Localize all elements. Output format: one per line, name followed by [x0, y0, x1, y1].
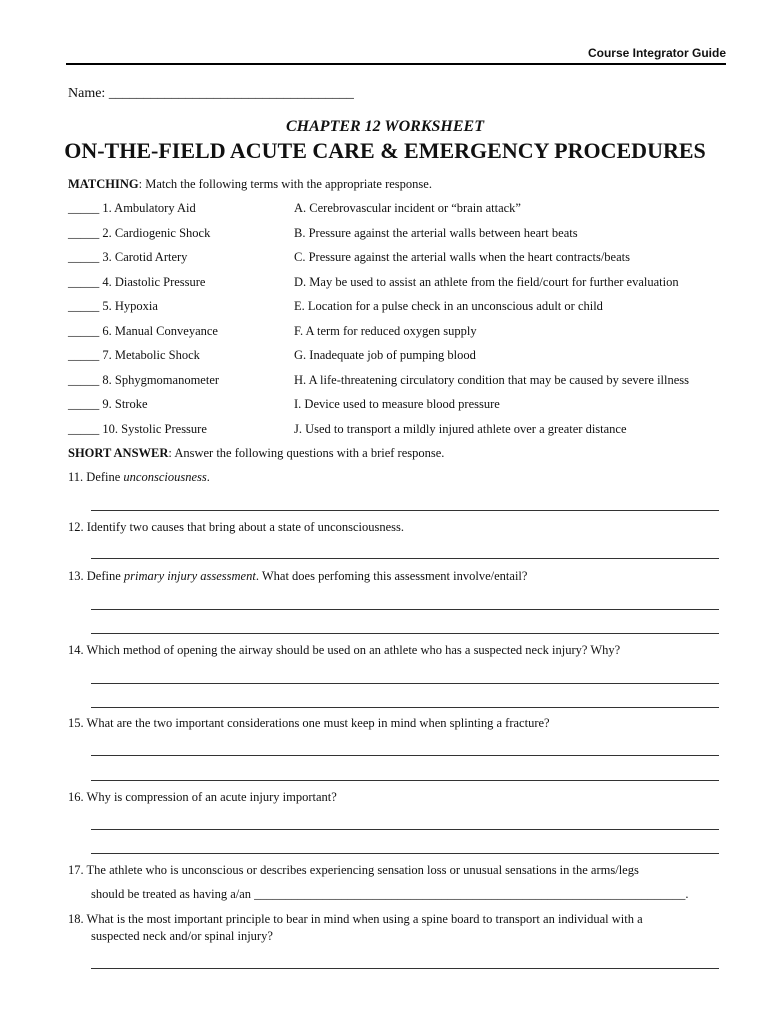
matching-response: I. Device used to measure blood pressure	[294, 397, 500, 411]
short-answer-instruction-text: : Answer the following questions with a brief response.	[168, 446, 445, 460]
question-12: 12. Identify two causes that bring about a state of unconsciousness.	[68, 520, 405, 534]
matching-term: _____ 4. Diastolic Pressure	[68, 274, 206, 289]
answer-line	[91, 558, 719, 559]
answer-line	[91, 683, 719, 684]
matching-term: _____ 9. Stroke	[68, 397, 148, 411]
matching-response: C. Pressure against the arterial walls when the heart contracts/beats	[294, 250, 630, 264]
question-18: 18. What is the most important principle to bear in mind when using a spine board to transport an individual with a	[68, 912, 643, 926]
question-11-term: unconsciousness	[123, 470, 207, 484]
question-14: 14. Which method of opening the airway should be used on an athlete who has a suspected neck injury? Why?	[68, 643, 621, 657]
question-11	[68, 470, 210, 485]
question-18-continued: suspected neck and/or spinal injury?	[91, 929, 273, 943]
matching-term: _____ 3. Carotid Artery	[68, 250, 188, 264]
matching-row	[68, 324, 748, 346]
matching-response: H. A life-threatening circulatory condition that may be caused by severe illness	[294, 372, 690, 387]
answer-line	[91, 829, 719, 830]
answer-line	[91, 755, 719, 756]
answer-line	[91, 707, 719, 708]
worksheet-title: ON-THE-FIELD ACUTE CARE & EMERGENCY PROCEDURES	[64, 138, 706, 163]
matching-row	[68, 397, 748, 419]
matching-row	[68, 422, 748, 444]
question-11-end: .	[206, 470, 210, 484]
matching-term: _____ 1. Ambulatory Aid	[68, 201, 196, 215]
answer-line	[91, 968, 719, 969]
name-field: Name: ___________________________________	[68, 86, 354, 101]
header-rule	[66, 63, 726, 65]
question-13	[68, 569, 527, 584]
running-header: Course Integrator Guide	[587, 46, 726, 60]
question-17-continued: should be treated as having a/an _____________________________________________________________________.	[91, 887, 689, 901]
matching-row	[68, 275, 748, 297]
answer-line	[91, 510, 719, 511]
matching-row	[68, 348, 748, 370]
matching-label: MATCHING	[68, 177, 139, 191]
matching-term: _____ 2. Cardiogenic Shock	[68, 225, 211, 240]
answer-line	[91, 853, 719, 854]
matching-row	[68, 201, 748, 223]
matching-instructions	[68, 177, 432, 192]
answer-line	[91, 609, 719, 610]
short-answer-label: SHORT ANSWER	[68, 446, 169, 460]
question-17: 17. The athlete who is unconscious or describes experiencing sensation loss or unusual sensations in the arms/legs	[68, 863, 639, 877]
answer-line	[91, 633, 719, 634]
matching-response: D. May be used to assist an athlete from the field/court for further evaluation	[294, 274, 679, 289]
question-13-text: 13. Define	[68, 569, 124, 583]
matching-instruction-text: : Match the following terms with the appropriate response.	[138, 177, 432, 191]
question-13-end: . What does perfoming this assessment involve/entail?	[255, 569, 528, 583]
answer-line	[91, 780, 719, 781]
matching-response: A. Cerebrovascular incident or “brain attack”	[294, 201, 521, 215]
matching-response: G. Inadequate job of pumping blood	[294, 348, 476, 362]
matching-term: _____ 8. Sphygmomanometer	[68, 372, 220, 387]
question-15: 15. What are the two important considerations one must keep in mind when splinting a fracture?	[68, 716, 550, 730]
question-16: 16. Why is compression of an acute injury important?	[68, 790, 337, 804]
matching-term: _____ 6. Manual Conveyance	[68, 323, 218, 338]
matching-row	[68, 299, 748, 321]
matching-row	[68, 250, 748, 272]
short-answer-instructions	[68, 446, 444, 461]
question-13-term: primary injury assessment	[123, 569, 256, 583]
matching-response: F. A term for reduced oxygen supply	[294, 323, 477, 338]
matching-row	[68, 373, 748, 395]
chapter-subtitle: CHAPTER 12 WORKSHEET	[286, 118, 484, 135]
matching-term: _____ 7. Metabolic Shock	[68, 348, 200, 362]
matching-term: _____ 10. Systolic Pressure	[68, 421, 207, 436]
matching-response: B. Pressure against the arterial walls between heart beats	[294, 225, 578, 240]
matching-row	[68, 226, 748, 248]
matching-response: J. Used to transport a mildly injured athlete over a greater distance	[294, 421, 627, 436]
matching-response: E. Location for a pulse check in an unconscious adult or child	[294, 299, 603, 313]
question-11-text: 11. Define	[68, 470, 124, 484]
matching-term: _____ 5. Hypoxia	[68, 299, 158, 313]
